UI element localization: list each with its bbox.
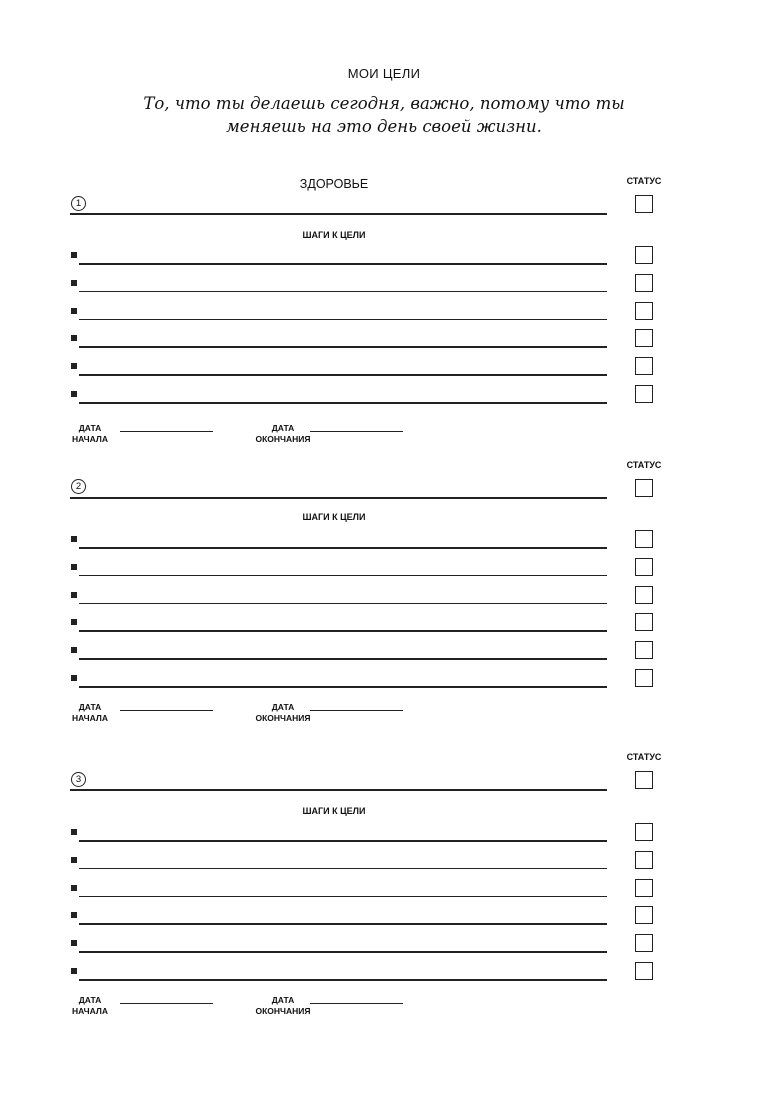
step-status-checkbox[interactable] xyxy=(635,558,653,576)
page-title: МОИ ЦЕЛИ xyxy=(347,66,421,81)
end-date-input-line[interactable] xyxy=(310,1003,403,1004)
step-bullet xyxy=(71,564,77,570)
step-bullet xyxy=(71,592,77,598)
step-input-line[interactable] xyxy=(79,896,607,898)
goal-status-checkbox[interactable] xyxy=(635,771,653,789)
goal-number: 3 xyxy=(71,772,86,787)
step-input-line[interactable] xyxy=(79,923,607,925)
end-date-label xyxy=(250,995,316,1016)
status-label: СТАТУС xyxy=(626,176,662,186)
step-status-checkbox[interactable] xyxy=(635,906,653,924)
end-date-input-line[interactable] xyxy=(310,431,403,432)
step-bullet xyxy=(71,619,77,625)
quote-line-2: меняешь на это день своей жизни. xyxy=(226,117,542,136)
step-bullet xyxy=(71,308,77,314)
step-input-line[interactable] xyxy=(79,374,607,376)
end-date-label xyxy=(250,423,316,444)
status-label: СТАТУС xyxy=(626,460,662,470)
step-input-line[interactable] xyxy=(79,575,607,577)
step-status-checkbox[interactable] xyxy=(635,274,653,292)
step-status-checkbox[interactable] xyxy=(635,302,653,320)
step-input-line[interactable] xyxy=(79,630,607,632)
steps-label: ШАГИ К ЦЕЛИ xyxy=(302,512,366,522)
step-status-checkbox[interactable] xyxy=(635,357,653,375)
goal-input-line[interactable] xyxy=(70,213,607,215)
step-input-line[interactable] xyxy=(79,291,607,293)
step-status-checkbox[interactable] xyxy=(635,530,653,548)
step-bullet xyxy=(71,829,77,835)
end-date-input-line[interactable] xyxy=(310,710,403,711)
start-date-input-line[interactable] xyxy=(120,1003,213,1004)
step-status-checkbox[interactable] xyxy=(635,934,653,952)
step-bullet xyxy=(71,940,77,946)
start-date-label-line1: ДАТА xyxy=(78,995,102,1005)
start-date-label xyxy=(64,423,116,444)
status-label: СТАТУС xyxy=(626,752,662,762)
step-input-line[interactable] xyxy=(79,868,607,870)
start-date-label xyxy=(64,702,116,723)
step-input-line[interactable] xyxy=(79,547,607,549)
step-input-line[interactable] xyxy=(79,346,607,348)
start-date-label-line1: ДАТА xyxy=(78,702,102,712)
step-input-line[interactable] xyxy=(79,686,607,688)
step-status-checkbox[interactable] xyxy=(635,246,653,264)
step-status-checkbox[interactable] xyxy=(635,669,653,687)
end-date-label xyxy=(250,702,316,723)
start-date-input-line[interactable] xyxy=(120,431,213,432)
step-bullet xyxy=(71,335,77,341)
goal-status-checkbox[interactable] xyxy=(635,479,653,497)
goal-number: 2 xyxy=(71,479,86,494)
steps-label: ШАГИ К ЦЕЛИ xyxy=(302,230,366,240)
step-bullet xyxy=(71,885,77,891)
goal-status-checkbox[interactable] xyxy=(635,195,653,213)
step-input-line[interactable] xyxy=(79,319,607,321)
step-status-checkbox[interactable] xyxy=(635,586,653,604)
step-input-line[interactable] xyxy=(79,951,607,953)
step-status-checkbox[interactable] xyxy=(635,823,653,841)
end-date-label-line2: ОКОНЧАНИЯ xyxy=(255,1005,311,1016)
quote-line-1: То, что ты делаешь сегодня, важно, потому что ты xyxy=(143,94,625,113)
step-input-line[interactable] xyxy=(79,840,607,842)
step-status-checkbox[interactable] xyxy=(635,962,653,980)
start-date-label-line2: НАЧАЛА xyxy=(72,433,108,444)
step-input-line[interactable] xyxy=(79,979,607,981)
step-input-line[interactable] xyxy=(79,263,607,265)
step-status-checkbox[interactable] xyxy=(635,385,653,403)
start-date-label-line2: НАЧАЛА xyxy=(72,712,108,723)
step-bullet xyxy=(71,647,77,653)
step-bullet xyxy=(71,912,77,918)
goal-number: 1 xyxy=(71,196,86,211)
steps-label: ШАГИ К ЦЕЛИ xyxy=(302,806,366,816)
section-title: ЗДОРОВЬЕ xyxy=(299,177,369,191)
step-bullet xyxy=(71,363,77,369)
start-date-input-line[interactable] xyxy=(120,710,213,711)
step-status-checkbox[interactable] xyxy=(635,613,653,631)
start-date-label xyxy=(64,995,116,1016)
end-date-label-line1: ДАТА xyxy=(271,995,295,1005)
step-input-line[interactable] xyxy=(79,603,607,605)
step-status-checkbox[interactable] xyxy=(635,641,653,659)
goal-input-line[interactable] xyxy=(70,789,607,791)
start-date-label-line1: ДАТА xyxy=(78,423,102,433)
end-date-label-line2: ОКОНЧАНИЯ xyxy=(255,433,311,444)
step-input-line[interactable] xyxy=(79,658,607,660)
step-bullet xyxy=(71,968,77,974)
step-status-checkbox[interactable] xyxy=(635,879,653,897)
step-status-checkbox[interactable] xyxy=(635,851,653,869)
quote xyxy=(140,92,628,138)
start-date-label-line2: НАЧАЛА xyxy=(72,1005,108,1016)
step-bullet xyxy=(71,252,77,258)
end-date-label-line1: ДАТА xyxy=(271,423,295,433)
end-date-label-line1: ДАТА xyxy=(271,702,295,712)
step-bullet xyxy=(71,857,77,863)
goal-input-line[interactable] xyxy=(70,497,607,499)
step-bullet xyxy=(71,280,77,286)
step-input-line[interactable] xyxy=(79,402,607,404)
step-bullet xyxy=(71,391,77,397)
end-date-label-line2: ОКОНЧАНИЯ xyxy=(255,712,311,723)
step-bullet xyxy=(71,675,77,681)
step-status-checkbox[interactable] xyxy=(635,329,653,347)
step-bullet xyxy=(71,536,77,542)
